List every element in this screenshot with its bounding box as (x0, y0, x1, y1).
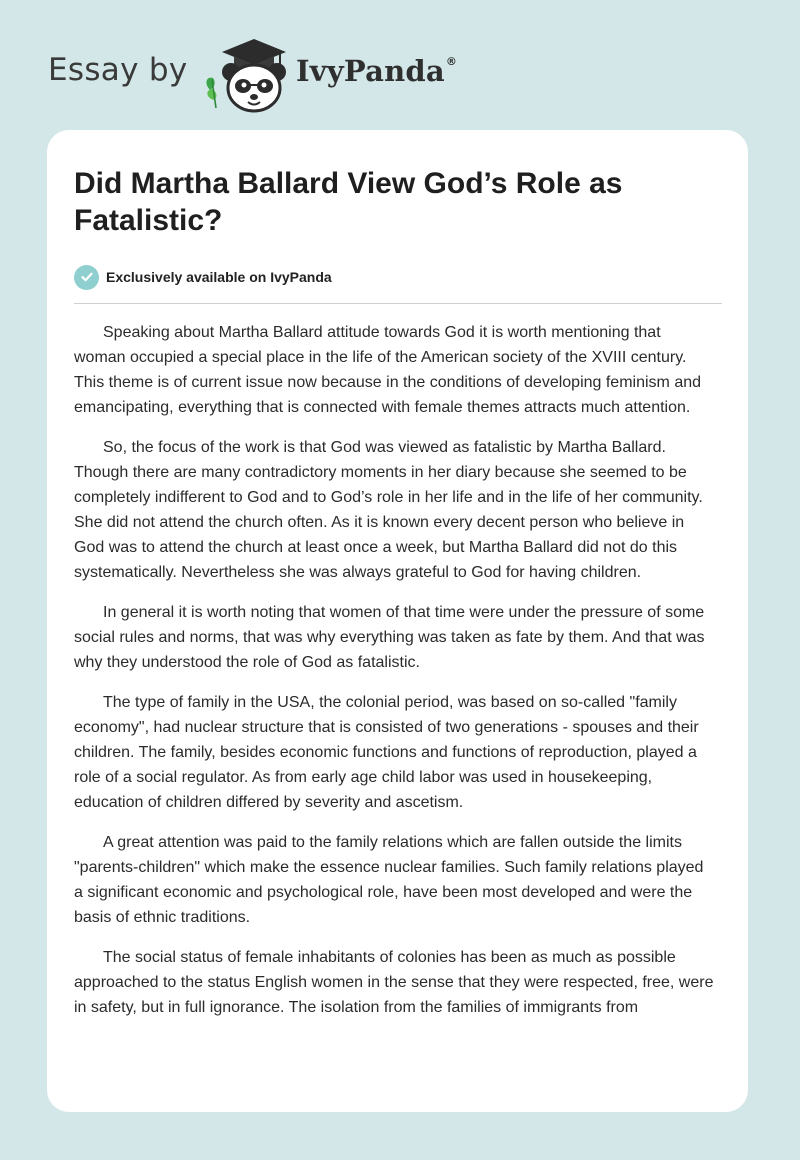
paragraph: So, the focus of the work is that God was viewed as fatalistic by Martha Ballard. Though there are many contradictory moments in her diary because she seemed to be completely indifferent to God and to God’s role in her life and in the life of her community. She did not attend the church often. As it is known every decent person who believe in God was to attend the church at least once a week, but Martha Ballard did not do this systematically. Nevertheless she was always grateful to God for having children. (74, 439, 703, 581)
paragraph: In general it is worth noting that women of that time were under the pressure of some social rules and norms, that was why everything was taken as fate by them. And that was why they understood the role of God as fatalistic. (74, 604, 705, 671)
exclusive-badge (74, 264, 332, 290)
registered-mark: ® (445, 55, 458, 68)
essay-title: Did Martha Ballard View God’s Role as Fatalistic? (74, 167, 623, 237)
panda-graduate-logo-icon[interactable] (200, 34, 292, 114)
divider (74, 303, 722, 304)
paragraph: The type of family in the USA, the colonial period, was based on so-called "family economy", had nuclear structure that is consisted of two generations - spouses and their children. The family, besides economic functions and functions of reproduction, played a role of a social regulator. As from early age child labor was used in housekeeping, education of children differed by severity and ascetism. (74, 694, 699, 811)
exclusive-label: Exclusively available on IvyPanda (106, 269, 332, 285)
check-circle-icon (74, 265, 99, 290)
paragraph: The social status of female inhabitants of colonies has been as much as possible approached to the status English women in the sense that they were respected, free, were in safety, but in full ignorance. The isolation from the families of immigrants from (74, 949, 714, 1016)
brand-text: IvyPanda (296, 54, 445, 88)
essay-body (74, 320, 714, 1035)
essay-card (47, 130, 748, 1112)
brand-name[interactable] (296, 54, 457, 88)
paragraph: Speaking about Martha Ballard attitude towards God it is worth mentioning that woman occupied a special place in the life of the American society of the XVIII century. This theme is of current issue now because in the conditions of developing feminism and emancipating, everything that is connected with female themes attracts much attention. (74, 324, 702, 416)
site-header (48, 34, 568, 114)
paragraph: A great attention was paid to the family relations which are fallen outside the limits "parents-children" which make the essence nuclear families. Such family relations played a significant economic and psychological role, have been most developed and were the basis of ethnic traditions. (74, 834, 704, 926)
essay-by-label: Essay by (48, 52, 188, 88)
